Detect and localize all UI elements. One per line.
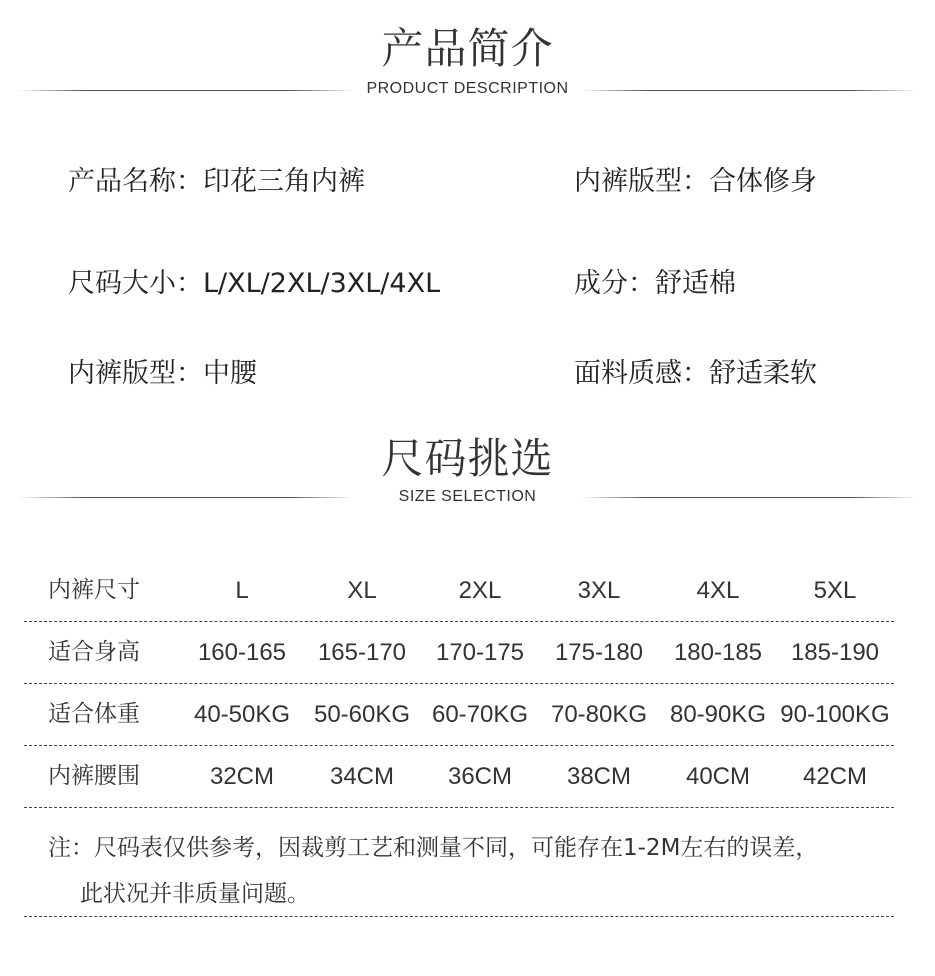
table-row-weight bbox=[24, 684, 894, 746]
spec-value: 印花三角内裤 bbox=[203, 166, 365, 197]
table-cell: XL bbox=[347, 577, 377, 604]
row-label: 适合体重 bbox=[48, 701, 140, 727]
spec-waist-type bbox=[68, 360, 257, 387]
table-cell: 160-165 bbox=[197, 639, 287, 666]
spec-label: 尺码大小： bbox=[68, 268, 203, 299]
table-cell: 2XL bbox=[458, 577, 502, 604]
size-title: 尺码挑选 bbox=[381, 434, 554, 483]
table-cell: 70-80KG bbox=[550, 701, 648, 728]
spec-label: 面料质感： bbox=[574, 358, 709, 389]
spec-fabric-feel bbox=[574, 360, 817, 387]
table-cell: 40-50KG bbox=[193, 701, 291, 728]
intro-rule-right bbox=[581, 90, 917, 91]
spec-fit-type bbox=[574, 168, 817, 195]
table-cell: 34CM bbox=[329, 763, 395, 790]
spec-sizes bbox=[68, 270, 440, 297]
table-cell: 90-100KG bbox=[780, 701, 890, 728]
row-label: 适合身高 bbox=[48, 639, 140, 665]
size-table bbox=[24, 560, 894, 808]
spec-product-name bbox=[68, 168, 365, 195]
size-subtitle: SIZE SELECTION bbox=[398, 488, 537, 505]
table-cell: 180-185 bbox=[673, 639, 763, 666]
table-cell: 60-70KG bbox=[431, 701, 529, 728]
note-line-1: 注：尺码表仅供参考，因裁剪工艺和测量不同，可能存在1-2M左右的误差， bbox=[48, 835, 819, 861]
table-cell: 4XL bbox=[696, 577, 740, 604]
intro-subtitle: PRODUCT DESCRIPTION bbox=[366, 80, 569, 97]
spec-label: 产品名称： bbox=[68, 166, 203, 197]
spec-value: 中腰 bbox=[203, 358, 257, 389]
spec-label: 成分： bbox=[574, 268, 655, 299]
spec-label: 内裤版型： bbox=[68, 358, 203, 389]
table-cell: 80-90KG bbox=[669, 701, 767, 728]
table-row-height bbox=[24, 622, 894, 684]
table-cell: L bbox=[235, 577, 249, 604]
table-row-size bbox=[24, 560, 894, 622]
spec-label: 内裤版型： bbox=[574, 166, 709, 197]
table-cell: 50-60KG bbox=[313, 701, 411, 728]
table-cell: 32CM bbox=[209, 763, 275, 790]
table-cell: 42CM bbox=[802, 763, 868, 790]
spec-material bbox=[574, 270, 736, 297]
spec-value: 舒适棉 bbox=[655, 268, 736, 299]
table-cell: 40CM bbox=[685, 763, 751, 790]
spec-value: 合体修身 bbox=[709, 166, 817, 197]
intro-title: 产品简介 bbox=[381, 24, 554, 73]
table-row-waist bbox=[24, 746, 894, 808]
row-label: 内裤尺寸 bbox=[48, 577, 140, 603]
table-cell: 185-190 bbox=[790, 639, 880, 666]
row-label: 内裤腰围 bbox=[48, 763, 140, 789]
table-cell: 3XL bbox=[577, 577, 621, 604]
table-cell: 170-175 bbox=[435, 639, 525, 666]
table-cell: 36CM bbox=[447, 763, 513, 790]
spec-value: 舒适柔软 bbox=[709, 358, 817, 389]
size-rule-right bbox=[581, 497, 917, 498]
table-cell: 175-180 bbox=[554, 639, 644, 666]
table-cell: 5XL bbox=[813, 577, 857, 604]
spec-value: L/XL/2XL/3XL/4XL bbox=[203, 268, 441, 299]
table-cell: 165-170 bbox=[317, 639, 407, 666]
note-line-2: 此状况并非质量问题。 bbox=[80, 881, 310, 907]
size-note bbox=[24, 815, 894, 917]
table-cell: 38CM bbox=[566, 763, 632, 790]
